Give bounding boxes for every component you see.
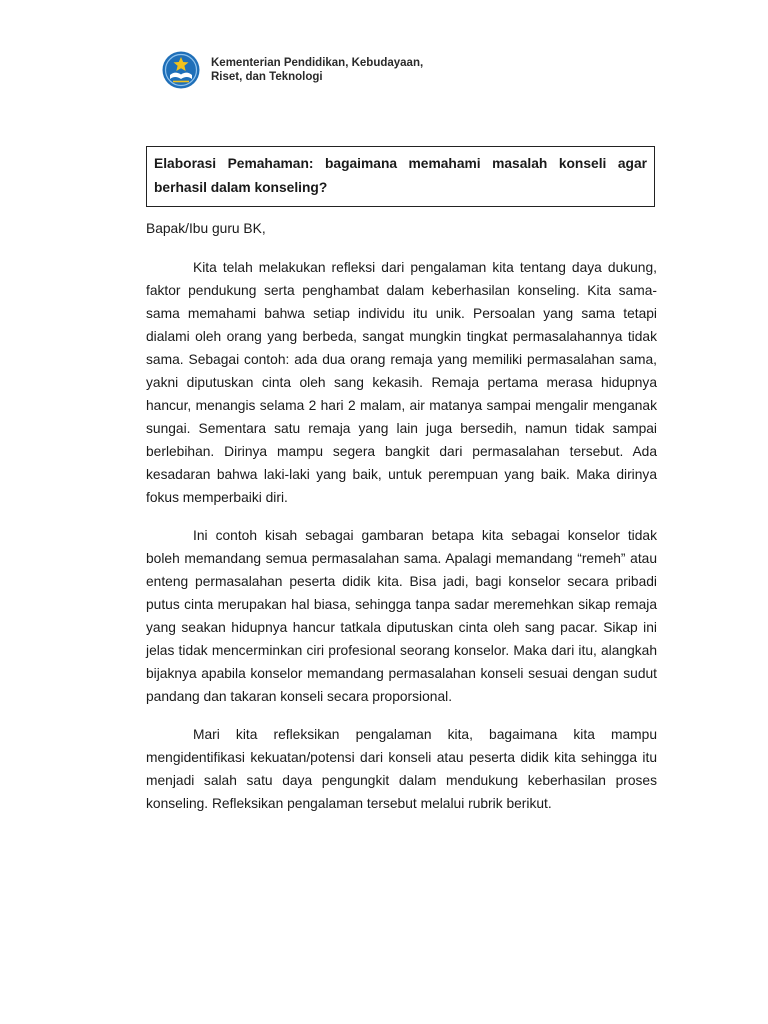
document-body [146, 217, 657, 830]
ministry-name-line-1: Kementerian Pendidikan, Kebudayaan, [211, 57, 424, 69]
tut-wuri-handayani-emblem-icon [161, 51, 201, 89]
ministry-name-line-2: Riset, dan Teknologi [211, 71, 323, 83]
paragraph-2: Ini contoh kisah sebagai gambaran betapa kita sebagai konselor tidak boleh memandang semua permasalahan sama. Apalagi memandang “remeh” atau enteng permasalahan peserta didik kita. Bisa jadi, bagi konselor secara pribadi putus cinta merupakan hal biasa, sehingga tanpa sadar meremehkan sikap remaja yang seakan hidupnya hancur tatkala diputuskan cinta oleh sang pacar. Sikap ini jelas tidak mencerminkan ciri profesional seorang konselor. Maka dari itu, alangkah bijaknya apabila konselor memandang permasalahan konseli sesuai dengan sudut pandang dan takaran konseli secara proporsional. [146, 528, 657, 704]
section-title: Elaborasi Pemahaman: bagaimana memahami masalah konseli agar berhasil dalam konseling? [154, 156, 647, 195]
paragraph-3: Mari kita refleksikan pengalaman kita, bagaimana kita mampu mengidentifikasi kekuatan/potensi dari konseli atau peserta didik kita sehingga itu menjadi salah satu daya pengungkit dalam mendukung keberhasilan proses konseling. Refleksikan pengalaman tersebut melalui rubrik berikut. [146, 727, 657, 811]
section-title-box [146, 146, 655, 207]
paragraph-1: Kita telah melakukan refleksi dari pengalaman kita tentang daya dukung, faktor pendukung serta penghambat dalam keberhasilan konseling. Kita sama-sama memahami bahwa setiap individu itu unik. Persoalan yang sama tetapi dialami oleh orang yang berbeda, sangat mungkin tingkat permasalahannya tidak sama. Sebagai contoh: ada dua orang remaja yang memiliki permasalahan sama, yakni diputuskan cinta oleh sang kekasih. Remaja pertama merasa hidupnya hancur, menangis selama 2 hari 2 malam, air matanya sampai mengalir menganak sungai. Sementara satu remaja yang lain juga bersedih, namun tidak sampai berlebihan. Dirinya mampu segera bangkit dari permasalahan tersebut. Ada kesadaran bahwa laki-laki yang baik, untuk perempuan yang baik. Maka dirinya fokus memperbaiki diri. [146, 260, 657, 505]
ministry-name [211, 56, 423, 84]
page-header [161, 51, 423, 89]
salutation: Bapak/Ibu guru BK, [146, 221, 266, 236]
